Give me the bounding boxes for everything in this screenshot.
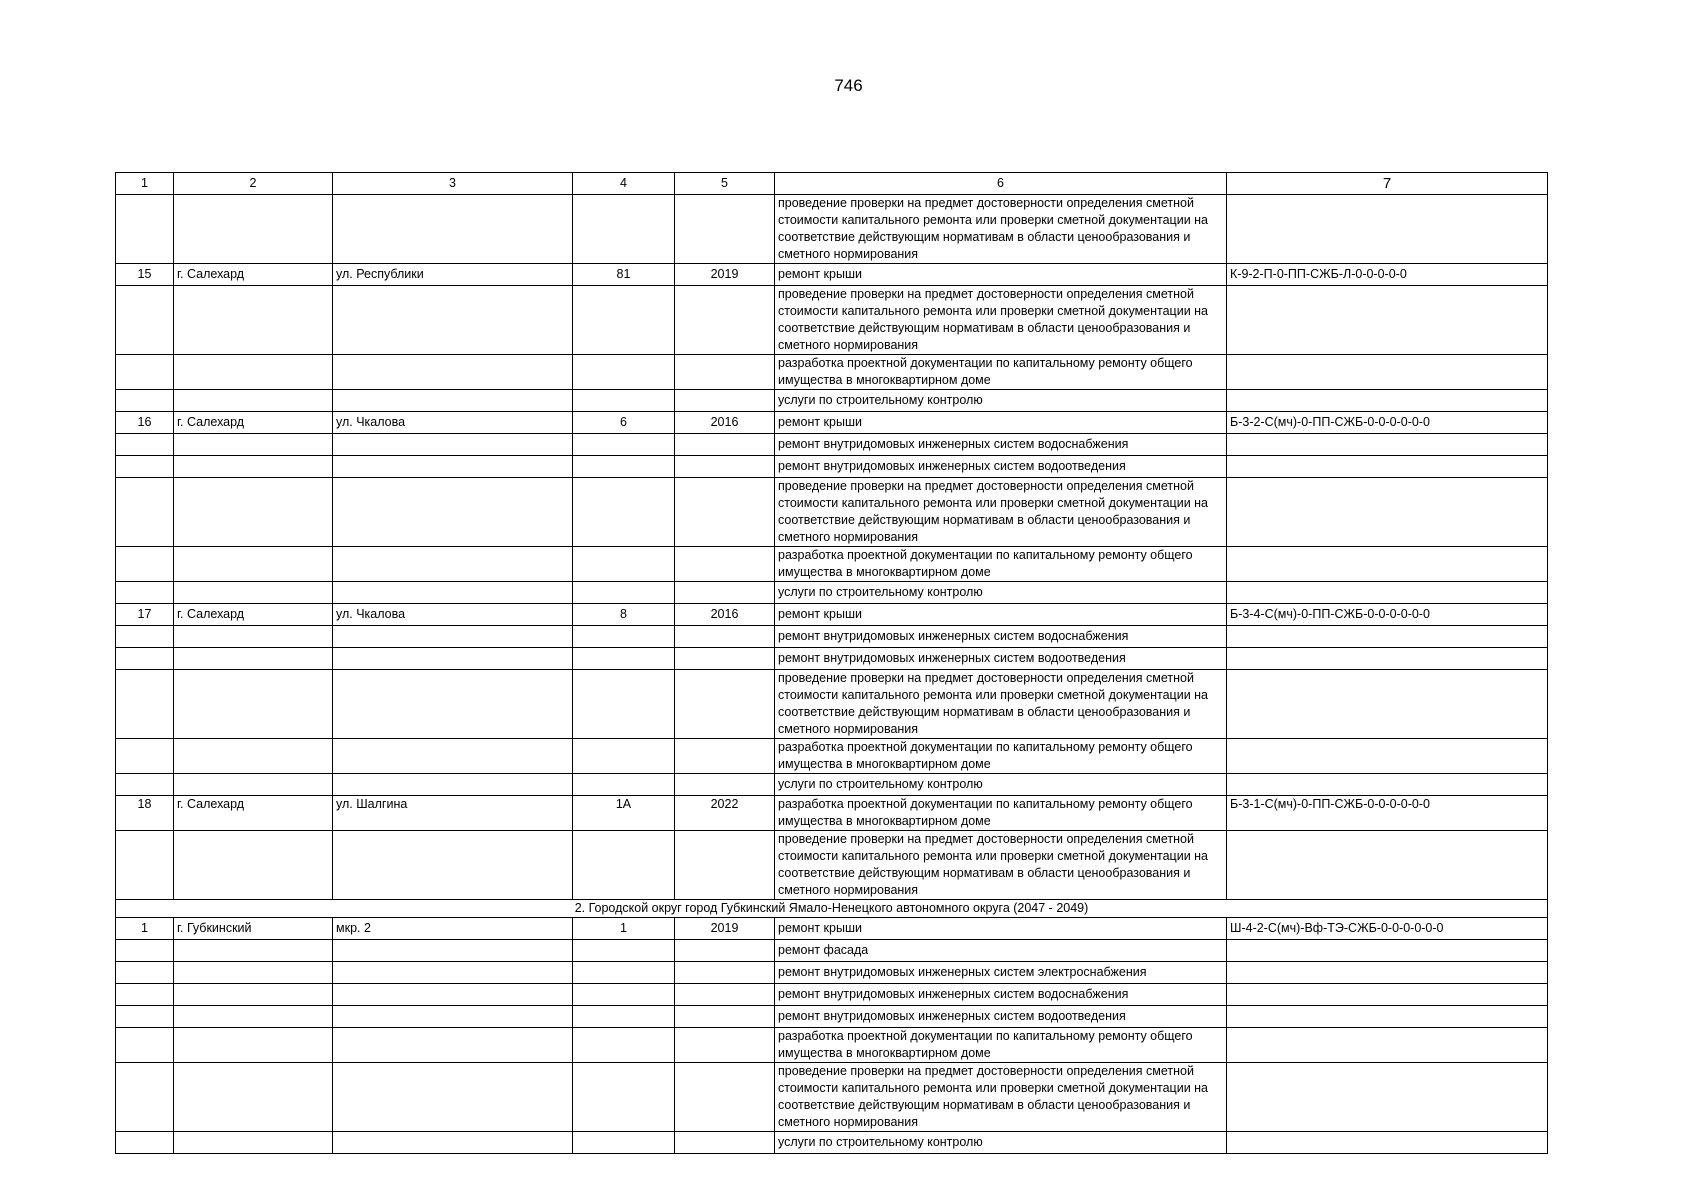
street-cell — [333, 286, 573, 355]
work-row — [116, 670, 1548, 739]
house-code-cell — [1227, 648, 1548, 670]
year-cell — [675, 547, 775, 582]
page-number: 746 — [834, 76, 863, 95]
house-code-cell — [1227, 1028, 1548, 1063]
street-cell — [333, 1028, 573, 1063]
street-cell: ул. Республики — [333, 264, 573, 286]
work-row — [116, 1006, 1548, 1028]
house-number-cell: 6 — [573, 412, 675, 434]
row-number — [116, 670, 174, 739]
year-cell — [675, 670, 775, 739]
street-cell: ул. Чкалова — [333, 412, 573, 434]
work-row — [116, 434, 1548, 456]
work-type-cell: разработка проектной документации по капитальному ремонту общего имущества в многоквартирном доме — [775, 739, 1227, 774]
city-cell — [174, 286, 333, 355]
work-type-cell: услуги по строительному контролю — [775, 582, 1227, 604]
row-number: 18 — [116, 796, 174, 831]
year-cell — [675, 195, 775, 264]
work-type-cell: проведение проверки на предмет достоверности определения сметной стоимости капитального ремонта или проверки сметной документации на соответствие действующим нормативам в области ценообразования и сметного нормирования — [775, 831, 1227, 900]
house-code-cell — [1227, 940, 1548, 962]
house-number-cell — [573, 547, 675, 582]
city-cell: г. Салехард — [174, 796, 333, 831]
column-header: 2 — [174, 173, 333, 195]
street-cell — [333, 739, 573, 774]
work-type-cell: ремонт внутридомовых инженерных систем водоснабжения — [775, 434, 1227, 456]
work-row — [116, 355, 1548, 390]
house-code-cell — [1227, 984, 1548, 1006]
row-number — [116, 940, 174, 962]
row-number — [116, 739, 174, 774]
house-code-cell — [1227, 1063, 1548, 1132]
year-cell — [675, 739, 775, 774]
house-code-cell — [1227, 434, 1548, 456]
header-row — [116, 173, 1548, 195]
house-number-cell — [573, 831, 675, 900]
house-code-cell — [1227, 774, 1548, 796]
house-code-cell — [1227, 739, 1548, 774]
house-row — [116, 604, 1548, 626]
house-code-cell — [1227, 286, 1548, 355]
street-cell — [333, 774, 573, 796]
work-type-cell: разработка проектной документации по капитальному ремонту общего имущества в многоквартирном доме — [775, 1028, 1227, 1063]
row-number — [116, 478, 174, 547]
city-cell — [174, 940, 333, 962]
work-row — [116, 390, 1548, 412]
house-number-cell — [573, 739, 675, 774]
work-row — [116, 774, 1548, 796]
year-cell — [675, 478, 775, 547]
column-header: 6 — [775, 173, 1227, 195]
row-number — [116, 1028, 174, 1063]
city-cell — [174, 434, 333, 456]
street-cell — [333, 390, 573, 412]
column-header: 5 — [675, 173, 775, 195]
work-row — [116, 1132, 1548, 1154]
street-cell — [333, 940, 573, 962]
row-number — [116, 984, 174, 1006]
city-cell — [174, 739, 333, 774]
work-type-cell: ремонт крыши — [775, 412, 1227, 434]
year-cell — [675, 1063, 775, 1132]
row-number: 1 — [116, 918, 174, 940]
house-code-cell — [1227, 670, 1548, 739]
street-cell — [333, 670, 573, 739]
house-code-cell — [1227, 355, 1548, 390]
work-row — [116, 1063, 1548, 1132]
work-type-cell: проведение проверки на предмет достоверности определения сметной стоимости капитального ремонта или проверки сметной документации на соответствие действующим нормативам в области ценообразования и сметного нормирования — [775, 670, 1227, 739]
street-cell — [333, 195, 573, 264]
house-code-cell — [1227, 1132, 1548, 1154]
street-cell — [333, 648, 573, 670]
city-cell — [174, 547, 333, 582]
house-number-cell — [573, 984, 675, 1006]
house-code-cell — [1227, 195, 1548, 264]
house-number-cell — [573, 962, 675, 984]
work-type-cell: разработка проектной документации по капитальному ремонту общего имущества в многоквартирном доме — [775, 796, 1227, 831]
row-number — [116, 355, 174, 390]
work-row — [116, 478, 1548, 547]
work-row — [116, 940, 1548, 962]
house-number-cell: 1 — [573, 918, 675, 940]
year-cell — [675, 984, 775, 1006]
work-type-cell: проведение проверки на предмет достоверности определения сметной стоимости капитального ремонта или проверки сметной документации на соответствие действующим нормативам в области ценообразования и сметного нормирования — [775, 1063, 1227, 1132]
year-cell: 2019 — [675, 264, 775, 286]
row-number — [116, 1063, 174, 1132]
house-code-cell — [1227, 962, 1548, 984]
city-cell — [174, 195, 333, 264]
year-cell — [675, 456, 775, 478]
work-type-cell: услуги по строительному контролю — [775, 1132, 1227, 1154]
house-code-cell — [1227, 582, 1548, 604]
house-number-cell — [573, 434, 675, 456]
work-row — [116, 962, 1548, 984]
house-number-cell — [573, 774, 675, 796]
city-cell: г. Салехард — [174, 264, 333, 286]
row-number — [116, 626, 174, 648]
row-number — [116, 286, 174, 355]
work-type-cell: ремонт внутридомовых инженерных систем водоотведения — [775, 1006, 1227, 1028]
work-row — [116, 195, 1548, 264]
house-number-cell — [573, 940, 675, 962]
house-number-cell — [573, 1063, 675, 1132]
work-type-cell: ремонт крыши — [775, 264, 1227, 286]
city-cell — [174, 1063, 333, 1132]
house-code-cell — [1227, 456, 1548, 478]
work-row — [116, 456, 1548, 478]
work-type-cell: услуги по строительному контролю — [775, 774, 1227, 796]
city-cell — [174, 1006, 333, 1028]
house-row — [116, 796, 1548, 831]
row-number: 16 — [116, 412, 174, 434]
street-cell — [333, 582, 573, 604]
street-cell — [333, 962, 573, 984]
work-type-cell: ремонт крыши — [775, 918, 1227, 940]
work-type-cell: разработка проектной документации по капитальному ремонту общего имущества в многоквартирном доме — [775, 547, 1227, 582]
register-table — [115, 172, 1548, 1154]
street-cell — [333, 626, 573, 648]
year-cell — [675, 355, 775, 390]
work-type-cell: ремонт внутридомовых инженерных систем водоснабжения — [775, 626, 1227, 648]
column-header: 4 — [573, 173, 675, 195]
work-type-cell: ремонт внутридомовых инженерных систем водоснабжения — [775, 984, 1227, 1006]
year-cell — [675, 1028, 775, 1063]
row-number — [116, 962, 174, 984]
house-row — [116, 412, 1548, 434]
row-number — [116, 456, 174, 478]
work-row — [116, 739, 1548, 774]
house-code-cell: Б-3-4-С(мч)-0-ПП-СЖБ-0-0-0-0-0-0 — [1227, 604, 1548, 626]
work-type-cell: проведение проверки на предмет достоверности определения сметной стоимости капитального ремонта или проверки сметной документации на соответствие действующим нормативам в области ценообразования и сметного нормирования — [775, 478, 1227, 547]
street-cell — [333, 355, 573, 390]
year-cell — [675, 774, 775, 796]
year-cell — [675, 940, 775, 962]
street-cell — [333, 984, 573, 1006]
house-code-cell — [1227, 478, 1548, 547]
work-type-cell: проведение проверки на предмет достоверности определения сметной стоимости капитального ремонта или проверки сметной документации на соответствие действующим нормативам в области ценообразования и сметного нормирования — [775, 195, 1227, 264]
house-code-cell — [1227, 547, 1548, 582]
house-code-cell — [1227, 626, 1548, 648]
work-type-cell: ремонт внутридомовых инженерных систем водоотведения — [775, 648, 1227, 670]
house-number-cell — [573, 478, 675, 547]
house-number-cell — [573, 195, 675, 264]
house-number-cell — [573, 390, 675, 412]
city-cell — [174, 962, 333, 984]
year-cell: 2019 — [675, 918, 775, 940]
house-number-cell — [573, 626, 675, 648]
house-number-cell — [573, 670, 675, 739]
work-type-cell: проведение проверки на предмет достоверности определения сметной стоимости капитального ремонта или проверки сметной документации на соответствие действующим нормативам в области ценообразования и сметного нормирования — [775, 286, 1227, 355]
city-cell: г. Салехард — [174, 604, 333, 626]
street-cell — [333, 547, 573, 582]
house-number-cell: 1А — [573, 796, 675, 831]
house-number-cell — [573, 648, 675, 670]
street-cell — [333, 831, 573, 900]
street-cell — [333, 1006, 573, 1028]
year-cell: 2016 — [675, 604, 775, 626]
year-cell — [675, 434, 775, 456]
work-type-cell: ремонт внутридомовых инженерных систем водоотведения — [775, 456, 1227, 478]
work-row — [116, 831, 1548, 900]
row-number — [116, 434, 174, 456]
row-number — [116, 1006, 174, 1028]
city-cell — [174, 1132, 333, 1154]
row-number — [116, 582, 174, 604]
house-code-cell: К-9-2-П-0-ПП-СЖБ-Л-0-0-0-0-0 — [1227, 264, 1548, 286]
city-cell — [174, 670, 333, 739]
city-cell — [174, 774, 333, 796]
work-row — [116, 286, 1548, 355]
year-cell — [675, 626, 775, 648]
house-number-cell: 8 — [573, 604, 675, 626]
street-cell: ул. Шалгина — [333, 796, 573, 831]
house-code-cell: Ш-4-2-С(мч)-Вф-ТЭ-СЖБ-0-0-0-0-0-0 — [1227, 918, 1548, 940]
column-header: 7 — [1227, 173, 1548, 195]
house-number-cell — [573, 355, 675, 390]
year-cell — [675, 831, 775, 900]
year-cell: 2022 — [675, 796, 775, 831]
house-number-cell — [573, 1132, 675, 1154]
house-number-cell — [573, 1006, 675, 1028]
year-cell — [675, 286, 775, 355]
column-header: 1 — [116, 173, 174, 195]
year-cell: 2016 — [675, 412, 775, 434]
city-cell — [174, 1028, 333, 1063]
city-cell — [174, 831, 333, 900]
work-type-cell: ремонт внутридомовых инженерных систем электроснабжения — [775, 962, 1227, 984]
city-cell — [174, 355, 333, 390]
work-row — [116, 1028, 1548, 1063]
city-cell — [174, 456, 333, 478]
house-number-cell — [573, 1028, 675, 1063]
row-number — [116, 774, 174, 796]
house-number-cell: 81 — [573, 264, 675, 286]
house-code-cell — [1227, 1006, 1548, 1028]
work-row — [116, 547, 1548, 582]
house-code-cell: Б-3-2-С(мч)-0-ПП-СЖБ-0-0-0-0-0-0 — [1227, 412, 1548, 434]
house-number-cell — [573, 582, 675, 604]
row-number: 15 — [116, 264, 174, 286]
year-cell — [675, 1006, 775, 1028]
year-cell — [675, 1132, 775, 1154]
section-title: 2. Городской округ город Губкинский Ямало-Ненецкого автономного округа (2047 - 2049) — [116, 900, 1548, 918]
work-row — [116, 984, 1548, 1006]
row-number — [116, 390, 174, 412]
row-number — [116, 1132, 174, 1154]
house-row — [116, 264, 1548, 286]
city-cell: г. Губкинский — [174, 918, 333, 940]
city-cell — [174, 984, 333, 1006]
section-row — [116, 900, 1548, 918]
street-cell — [333, 456, 573, 478]
work-type-cell: разработка проектной документации по капитальному ремонту общего имущества в многоквартирном доме — [775, 355, 1227, 390]
city-cell — [174, 390, 333, 412]
street-cell — [333, 1063, 573, 1132]
row-number — [116, 195, 174, 264]
street-cell — [333, 434, 573, 456]
street-cell: ул. Чкалова — [333, 604, 573, 626]
house-code-cell — [1227, 831, 1548, 900]
work-row — [116, 648, 1548, 670]
column-header: 3 — [333, 173, 573, 195]
work-row — [116, 582, 1548, 604]
row-number: 17 — [116, 604, 174, 626]
work-type-cell: услуги по строительному контролю — [775, 390, 1227, 412]
house-code-cell: Б-3-1-С(мч)-0-ПП-СЖБ-0-0-0-0-0-0 — [1227, 796, 1548, 831]
row-number — [116, 547, 174, 582]
street-cell — [333, 1132, 573, 1154]
street-cell — [333, 478, 573, 547]
house-number-cell — [573, 456, 675, 478]
city-cell — [174, 626, 333, 648]
row-number — [116, 648, 174, 670]
house-number-cell — [573, 286, 675, 355]
house-row — [116, 918, 1548, 940]
city-cell: г. Салехард — [174, 412, 333, 434]
city-cell — [174, 582, 333, 604]
work-type-cell: ремонт крыши — [775, 604, 1227, 626]
street-cell: мкр. 2 — [333, 918, 573, 940]
year-cell — [675, 582, 775, 604]
work-row — [116, 626, 1548, 648]
year-cell — [675, 648, 775, 670]
house-code-cell — [1227, 390, 1548, 412]
year-cell — [675, 962, 775, 984]
year-cell — [675, 390, 775, 412]
row-number — [116, 831, 174, 900]
work-type-cell: ремонт фасада — [775, 940, 1227, 962]
city-cell — [174, 478, 333, 547]
city-cell — [174, 648, 333, 670]
